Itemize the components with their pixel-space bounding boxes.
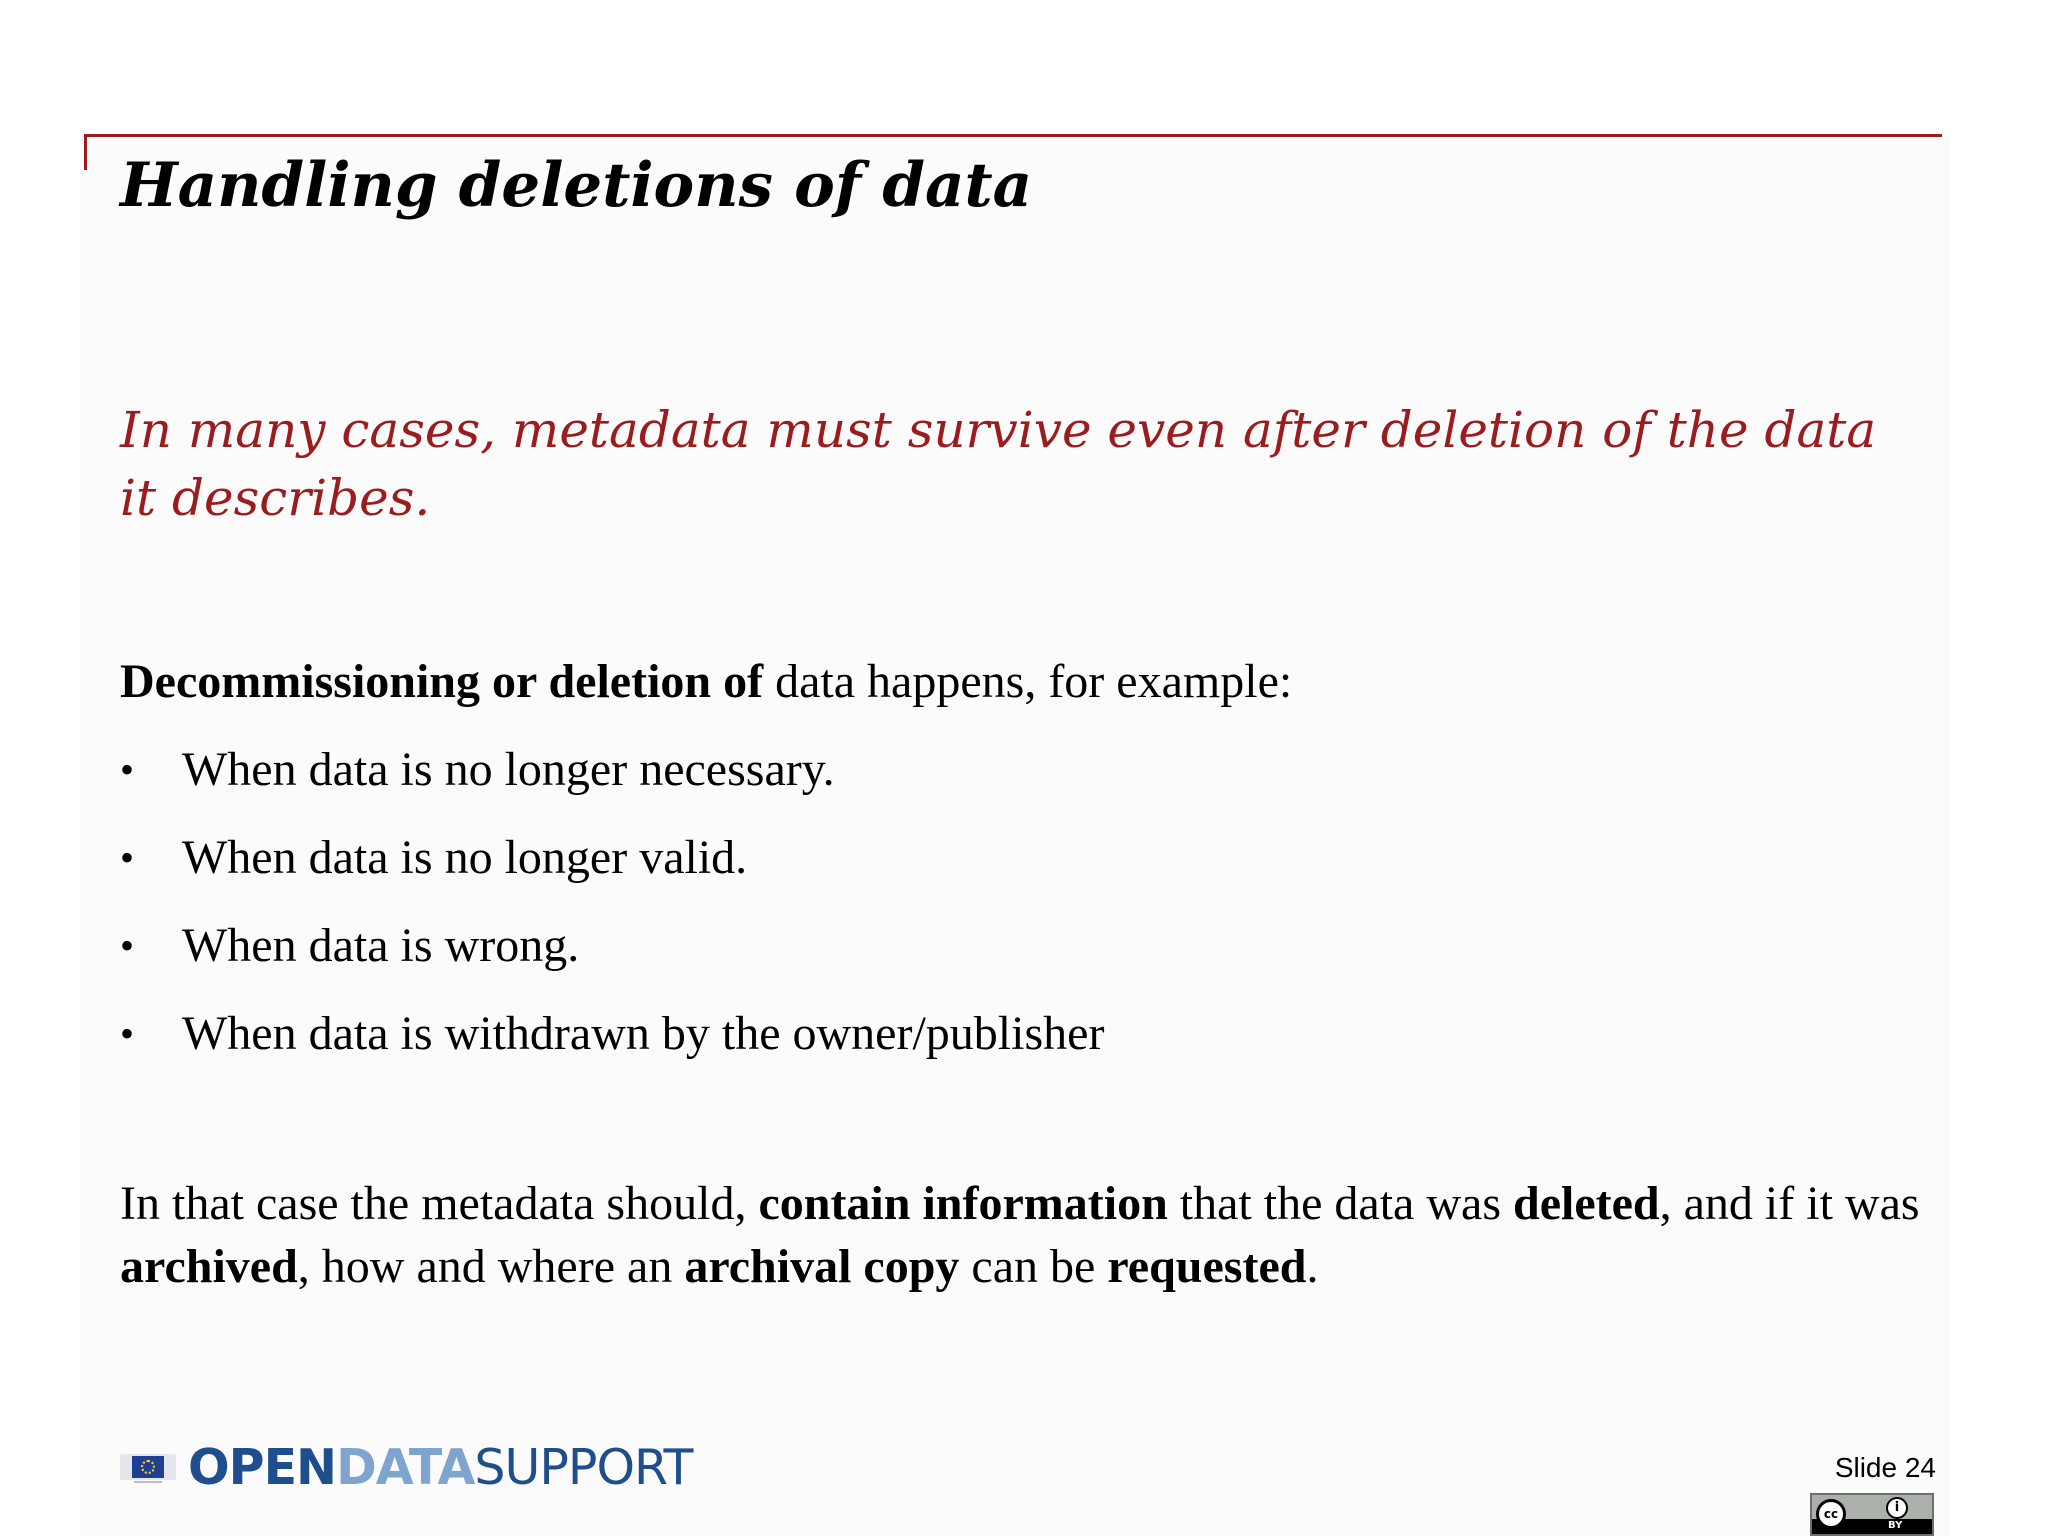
closing-bold: archival copy xyxy=(684,1240,960,1293)
bullet-text: When data is no longer valid. xyxy=(182,831,748,884)
closing-text: , and if it was xyxy=(1659,1177,1920,1230)
bullet-icon: • xyxy=(120,1011,135,1056)
open-data-support-logo xyxy=(120,1438,692,1498)
intro-paragraph xyxy=(120,652,1292,712)
closing-bold: contain information xyxy=(758,1177,1168,1230)
logo-support: SUPPORT xyxy=(474,1439,693,1496)
closing-paragraph xyxy=(120,1172,1940,1298)
intro-bold: Decommissioning or deletion of xyxy=(120,655,764,708)
bullet-text: When data is wrong. xyxy=(182,919,580,972)
title-rule-corner xyxy=(84,134,87,170)
slide-subtitle: In many cases, metadata must survive even after deletion of the data it describes. xyxy=(120,401,1877,527)
bullet-text: When data is withdrawn by the owner/publisher xyxy=(182,1007,1105,1060)
closing-bold: requested xyxy=(1107,1240,1307,1293)
closing-bold: deleted xyxy=(1513,1177,1660,1230)
title-rule xyxy=(84,134,1942,137)
cc-by-license-icon xyxy=(1810,1493,1934,1536)
slide-number: Slide 24 xyxy=(1834,1452,1936,1483)
logo-open: OPEN xyxy=(188,1439,337,1496)
slide-title: Handling deletions of data xyxy=(120,150,1033,221)
bullet-text: When data is no longer necessary. xyxy=(182,743,835,796)
closing-bold: archived xyxy=(120,1240,298,1293)
closing-text: can be xyxy=(959,1240,1108,1293)
eu-flag-icon xyxy=(120,1448,178,1488)
bullet-icon: • xyxy=(120,923,135,968)
bullet-icon: • xyxy=(120,747,135,792)
closing-text: , how and where an xyxy=(297,1240,685,1293)
cc-icon: cc xyxy=(1816,1499,1846,1529)
by-label: BY xyxy=(1888,1520,1903,1531)
bullet-icon: • xyxy=(120,835,135,880)
attribution-icon: i xyxy=(1886,1497,1908,1519)
closing-text: . xyxy=(1306,1240,1319,1293)
logo-data: DATA xyxy=(336,1439,475,1496)
intro-normal: data happens, for example: xyxy=(763,655,1293,708)
closing-text: that the data was xyxy=(1167,1177,1513,1230)
logo-wordmark xyxy=(188,1438,692,1498)
closing-text: In that case the metadata should, xyxy=(120,1177,759,1230)
